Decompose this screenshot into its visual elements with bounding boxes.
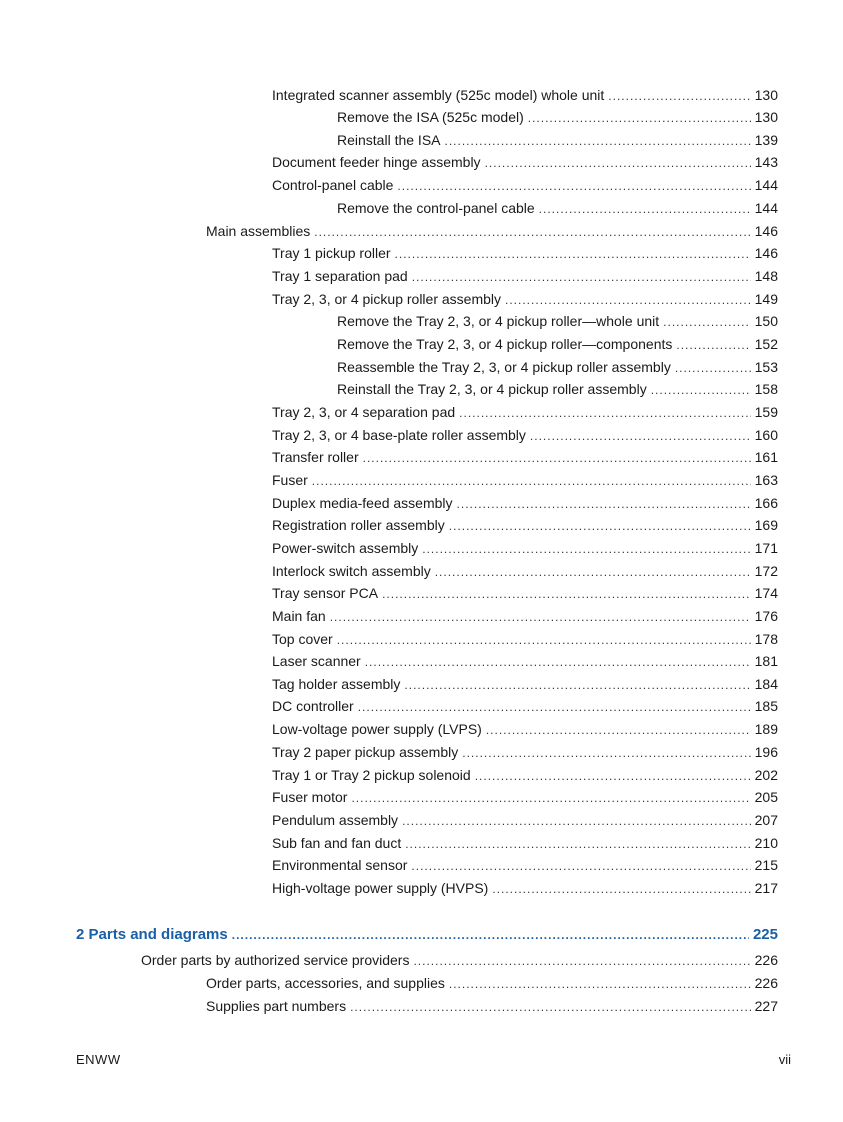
toc-entry[interactable] <box>272 494 778 513</box>
toc-entry[interactable] <box>272 720 778 739</box>
dot-leader <box>422 540 750 558</box>
toc-entry-page: 146 <box>754 245 778 261</box>
toc-entry[interactable] <box>272 856 778 875</box>
dot-leader <box>363 449 751 467</box>
dot-leader <box>358 698 751 716</box>
toc-entry-title: Remove the control-panel cable <box>337 200 535 216</box>
dot-leader <box>505 291 751 309</box>
dot-leader <box>485 154 751 172</box>
toc-entry-page: 169 <box>754 517 778 533</box>
toc-entry-title: 2 Parts and diagrams <box>76 926 228 943</box>
toc-entry-page: 159 <box>754 404 778 420</box>
toc-entry-title: Sub fan and fan duct <box>272 835 402 851</box>
dot-leader <box>449 975 751 993</box>
toc-entry-title: Low-voltage power supply (LVPS) <box>272 721 482 737</box>
toc-entry[interactable] <box>337 108 778 127</box>
toc-entry-page: 210 <box>754 835 778 851</box>
toc-entry-page: 172 <box>754 563 778 579</box>
toc-entry-page: 161 <box>754 449 778 465</box>
toc-entry-page: 174 <box>754 585 778 601</box>
toc-entry[interactable] <box>272 811 778 830</box>
toc-entry[interactable] <box>272 153 778 172</box>
toc-entry-title: Duplex media-feed assembly <box>272 495 453 511</box>
dot-leader <box>457 495 751 513</box>
toc-entry-title: Tray 1 pickup roller <box>272 245 391 261</box>
dot-leader <box>663 313 750 331</box>
toc-entry-title: Tag holder assembly <box>272 676 401 692</box>
toc-entry[interactable] <box>272 675 778 694</box>
dot-leader <box>337 631 751 649</box>
toc-entry-page: 181 <box>754 653 778 669</box>
dot-leader <box>412 268 751 286</box>
toc-entry-title: Registration roller assembly <box>272 517 445 533</box>
toc-entry[interactable] <box>337 312 778 331</box>
toc-entry[interactable] <box>272 788 778 807</box>
toc-entry-page: 160 <box>754 427 778 443</box>
dot-leader <box>397 177 750 195</box>
dot-leader <box>475 767 751 785</box>
dot-leader <box>350 998 751 1016</box>
toc-entry-title: Control-panel cable <box>272 177 394 193</box>
toc-entry-page: 153 <box>754 359 778 375</box>
toc-entry[interactable] <box>272 743 778 762</box>
dot-leader <box>411 857 750 875</box>
toc-entry-page: 152 <box>754 336 778 352</box>
dot-leader <box>675 359 751 377</box>
toc-entry-title: Fuser motor <box>272 789 348 805</box>
dot-leader <box>232 926 749 944</box>
toc-entry-title: Remove the Tray 2, 3, or 4 pickup roller—whole unit <box>337 313 660 329</box>
toc-entry-page: 143 <box>754 154 778 170</box>
toc-entry-title: Supplies part numbers <box>206 998 347 1014</box>
toc-entry-title: Main assemblies <box>206 223 311 239</box>
toc-entry-title: Transfer roller <box>272 449 359 465</box>
toc-entry[interactable] <box>272 290 778 309</box>
dot-leader <box>395 245 751 263</box>
toc-entry[interactable] <box>272 448 778 467</box>
dot-leader <box>651 381 751 399</box>
toc-entry-title: Tray sensor PCA <box>272 585 379 601</box>
dot-leader <box>330 608 751 626</box>
toc-entry-title: DC controller <box>272 698 354 714</box>
toc-entry[interactable] <box>272 766 778 785</box>
toc-entry[interactable] <box>272 267 778 286</box>
toc-entry[interactable] <box>206 222 778 241</box>
toc-entry[interactable] <box>272 176 778 195</box>
toc-entry-title: Reinstall the Tray 2, 3, or 4 pickup roller assembly <box>337 381 647 397</box>
toc-entry-title: Environmental sensor <box>272 857 408 873</box>
toc-entry-title: Integrated scanner assembly (525c model) whole unit <box>272 87 605 103</box>
toc-entry-page: 227 <box>754 998 778 1014</box>
footer-left-label: ENWW <box>76 1052 121 1067</box>
toc-entry[interactable] <box>272 834 778 853</box>
toc-entry-page: 202 <box>754 767 778 783</box>
toc-entry-page: 144 <box>754 200 778 216</box>
toc-entry[interactable] <box>206 974 778 993</box>
toc-entry[interactable] <box>272 652 778 671</box>
dot-leader <box>314 223 750 241</box>
toc-entry-page: 207 <box>754 812 778 828</box>
toc-entry-title: Reinstall the ISA <box>337 132 441 148</box>
toc-entry-page: 130 <box>754 109 778 125</box>
dot-leader <box>530 427 751 445</box>
dot-leader <box>413 952 750 970</box>
toc-entry-title: Fuser <box>272 472 308 488</box>
dot-leader <box>449 517 751 535</box>
toc-entry-page: 189 <box>754 721 778 737</box>
dot-leader <box>676 336 750 354</box>
toc-entry-title: Main fan <box>272 608 326 624</box>
toc-entry-title: Reassemble the Tray 2, 3, or 4 pickup roller assembly <box>337 359 671 375</box>
toc-entry[interactable] <box>272 539 778 558</box>
toc-entry[interactable] <box>272 426 778 445</box>
dot-leader <box>608 87 750 105</box>
dot-leader <box>539 200 751 218</box>
toc-entry-page: 184 <box>754 676 778 692</box>
toc-entry-page: 217 <box>754 880 778 896</box>
toc-entry-title: Tray 1 separation pad <box>272 268 408 284</box>
toc-entry[interactable] <box>141 951 778 970</box>
toc-entry-title: Order parts by authorized service providers <box>141 952 410 968</box>
toc-entry-title: Remove the Tray 2, 3, or 4 pickup roller—components <box>337 336 673 352</box>
toc-entry-title: High-voltage power supply (HVPS) <box>272 880 489 896</box>
dot-leader <box>459 404 750 422</box>
toc-entry-title: Pendulum assembly <box>272 812 399 828</box>
dot-leader <box>351 789 750 807</box>
toc-entry-page: 176 <box>754 608 778 624</box>
toc-entry-title: Laser scanner <box>272 653 361 669</box>
toc-entry-page: 149 <box>754 291 778 307</box>
page-number: vii <box>778 1052 791 1067</box>
toc-entry-page: 225 <box>752 926 778 943</box>
toc-entry-title: Tray 2, 3, or 4 separation pad <box>272 404 456 420</box>
toc-entry-page: 146 <box>754 223 778 239</box>
dot-leader <box>435 563 751 581</box>
toc-entry[interactable] <box>272 584 778 603</box>
toc-entry-title: Tray 2, 3, or 4 pickup roller assembly <box>272 291 502 307</box>
dot-leader <box>486 721 751 739</box>
dot-leader <box>492 880 750 898</box>
dot-leader <box>528 109 751 127</box>
toc-entry[interactable] <box>272 879 778 898</box>
toc-entry-page: 196 <box>754 744 778 760</box>
toc-entry-title: Power-switch assembly <box>272 540 419 556</box>
toc-entry[interactable] <box>272 562 778 581</box>
toc-entry[interactable] <box>272 697 778 716</box>
dot-leader <box>462 744 750 762</box>
toc-entry-page: 166 <box>754 495 778 511</box>
toc-entry[interactable] <box>337 199 778 218</box>
toc-entry[interactable] <box>337 380 778 399</box>
toc-entry[interactable] <box>337 335 778 354</box>
toc-entry-page: 226 <box>754 975 778 991</box>
toc-entry-title: Remove the ISA (525c model) <box>337 109 524 125</box>
toc-entry-title: Interlock switch assembly <box>272 563 431 579</box>
toc-entry-page: 130 <box>754 87 778 103</box>
toc-entry[interactable] <box>272 630 778 649</box>
toc-chapter-entry[interactable] <box>76 926 778 944</box>
toc-entry-title: Tray 1 or Tray 2 pickup solenoid <box>272 767 471 783</box>
toc-entry-page: 163 <box>754 472 778 488</box>
dot-leader <box>382 585 751 603</box>
toc-entry[interactable] <box>272 244 778 263</box>
toc-entry[interactable] <box>337 131 778 150</box>
toc-entry-page: 185 <box>754 698 778 714</box>
toc-entry-page: 205 <box>754 789 778 805</box>
dot-leader <box>404 676 750 694</box>
toc-entry-page: 178 <box>754 631 778 647</box>
toc-entry-title: Top cover <box>272 631 333 647</box>
toc-entry-page: 171 <box>754 540 778 556</box>
toc-entry-title: Tray 2 paper pickup assembly <box>272 744 459 760</box>
toc-entry[interactable] <box>206 997 778 1016</box>
toc-entry-page: 215 <box>754 857 778 873</box>
toc-entry[interactable] <box>272 403 778 422</box>
toc-entry-page: 226 <box>754 952 778 968</box>
toc-entry-page: 148 <box>754 268 778 284</box>
dot-leader <box>365 653 751 671</box>
toc-entry-page: 158 <box>754 381 778 397</box>
dot-leader <box>402 812 751 830</box>
toc-entry[interactable] <box>272 516 778 535</box>
toc-entry-title: Document feeder hinge assembly <box>272 154 481 170</box>
toc-entry-page: 139 <box>754 132 778 148</box>
toc-entry-title: Tray 2, 3, or 4 base-plate roller assembly <box>272 427 526 443</box>
dot-leader <box>312 472 751 490</box>
toc-entry[interactable] <box>272 86 778 105</box>
dot-leader <box>405 835 750 853</box>
toc-entry[interactable] <box>272 607 778 626</box>
toc-entry-page: 144 <box>754 177 778 193</box>
dot-leader <box>445 132 751 150</box>
toc-entry-title: Order parts, accessories, and supplies <box>206 975 445 991</box>
toc-entry-page: 150 <box>754 313 778 329</box>
toc-entry[interactable] <box>272 471 778 490</box>
toc-entry[interactable] <box>337 358 778 377</box>
